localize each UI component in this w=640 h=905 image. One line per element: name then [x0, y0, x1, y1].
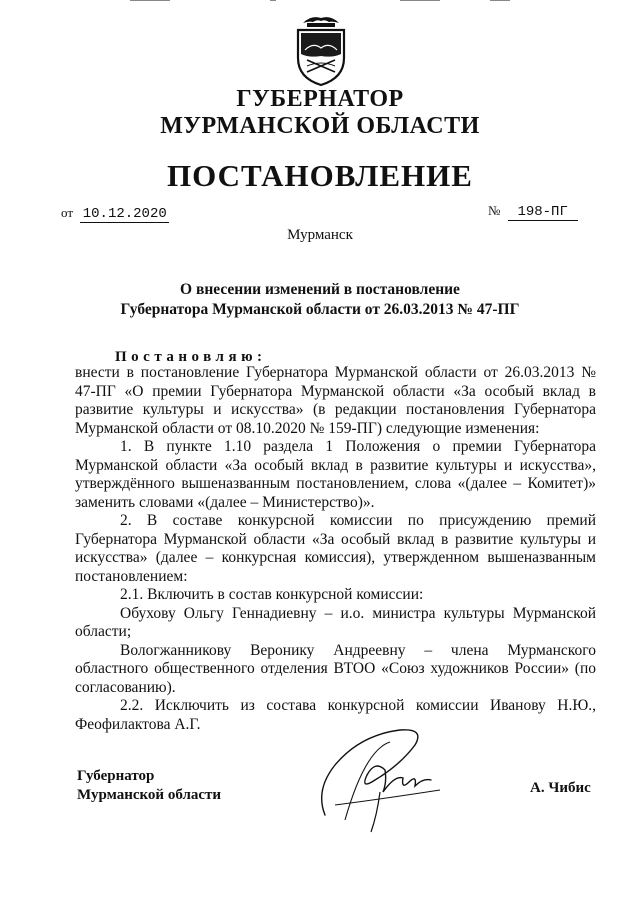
- coat-of-arms-emblem: [293, 14, 349, 88]
- subject-line-2: Губернатора Мурманской области от 26.03.2013 № 47-ПГ: [120, 301, 520, 318]
- document-type-title: ПОСТАНОВЛЕНИЕ: [167, 158, 473, 193]
- subject-line-1: О внесении изменений в постановление: [180, 281, 460, 298]
- body-paragraph: 2.2. Исключить из состава конкурсной комиссии Иванову Н.Ю., Феофилактова А.Г.: [75, 697, 596, 733]
- number-value: 198-ПГ: [508, 204, 578, 221]
- signatory-position-line-2: Мурманской области: [77, 787, 222, 803]
- document-body: [75, 364, 596, 734]
- region-title: МУРМАНСКОЙ ОБЛАСТИ: [160, 113, 480, 139]
- body-paragraph: Обухову Ольгу Геннадиевну – и.о. министра культуры Мурманской области;: [75, 604, 596, 640]
- city-label: Мурманск: [287, 227, 353, 243]
- body-paragraph: 1. В пункте 1.10 раздела 1 Положения о премии Губернатора Мурманской области «За особый вклад в развитие культуры и искусства», утверждённого вышеназванным постановлением, слова «(далее – Комитет)» заменить словами «(далее – Министерство)».: [75, 438, 596, 511]
- signatory-position-line-1: Губернатор: [77, 768, 155, 784]
- body-paragraph: 2.1. Включить в состав конкурсной комиссии:: [120, 586, 424, 603]
- date-value: 10.12.2020: [80, 206, 169, 223]
- handwritten-signature: [305, 720, 450, 840]
- date-field: [61, 205, 169, 223]
- number-field: [488, 203, 578, 221]
- decree-word: Постановляю:: [115, 349, 267, 365]
- signatory-position: [77, 767, 221, 805]
- body-paragraph: 2. В составе конкурсной комиссии по присуждению премий Губернатора Мурманской области «За особый вклад в развитие культуры и искусства» (далее – конкурсная комиссия), утвержденном вышеназванным постановлением:: [75, 512, 596, 585]
- signatory-name: А. Чибис: [530, 780, 591, 796]
- scan-edge-marks: [120, 0, 520, 3]
- body-paragraph: Вологжанникову Веронику Андреевну – члена Мурманского областного общественного отделения ВТОО «Союз художников России» (по согласованию).: [75, 641, 596, 696]
- body-paragraph: внести в постановление Губернатора Мурманской области от 26.03.2013 № 47-ПГ «О премии Губернатора Мурманской области «За особый вклад в развитие культуры и искусства» (в редакции постановления Губернатора Мурманской области от 08.10.2020 № 159-ПГ) следующие изменения:: [75, 364, 596, 437]
- date-prefix: от: [61, 205, 74, 220]
- number-prefix: №: [488, 203, 501, 218]
- governor-title: ГУБЕРНАТОР: [236, 86, 404, 112]
